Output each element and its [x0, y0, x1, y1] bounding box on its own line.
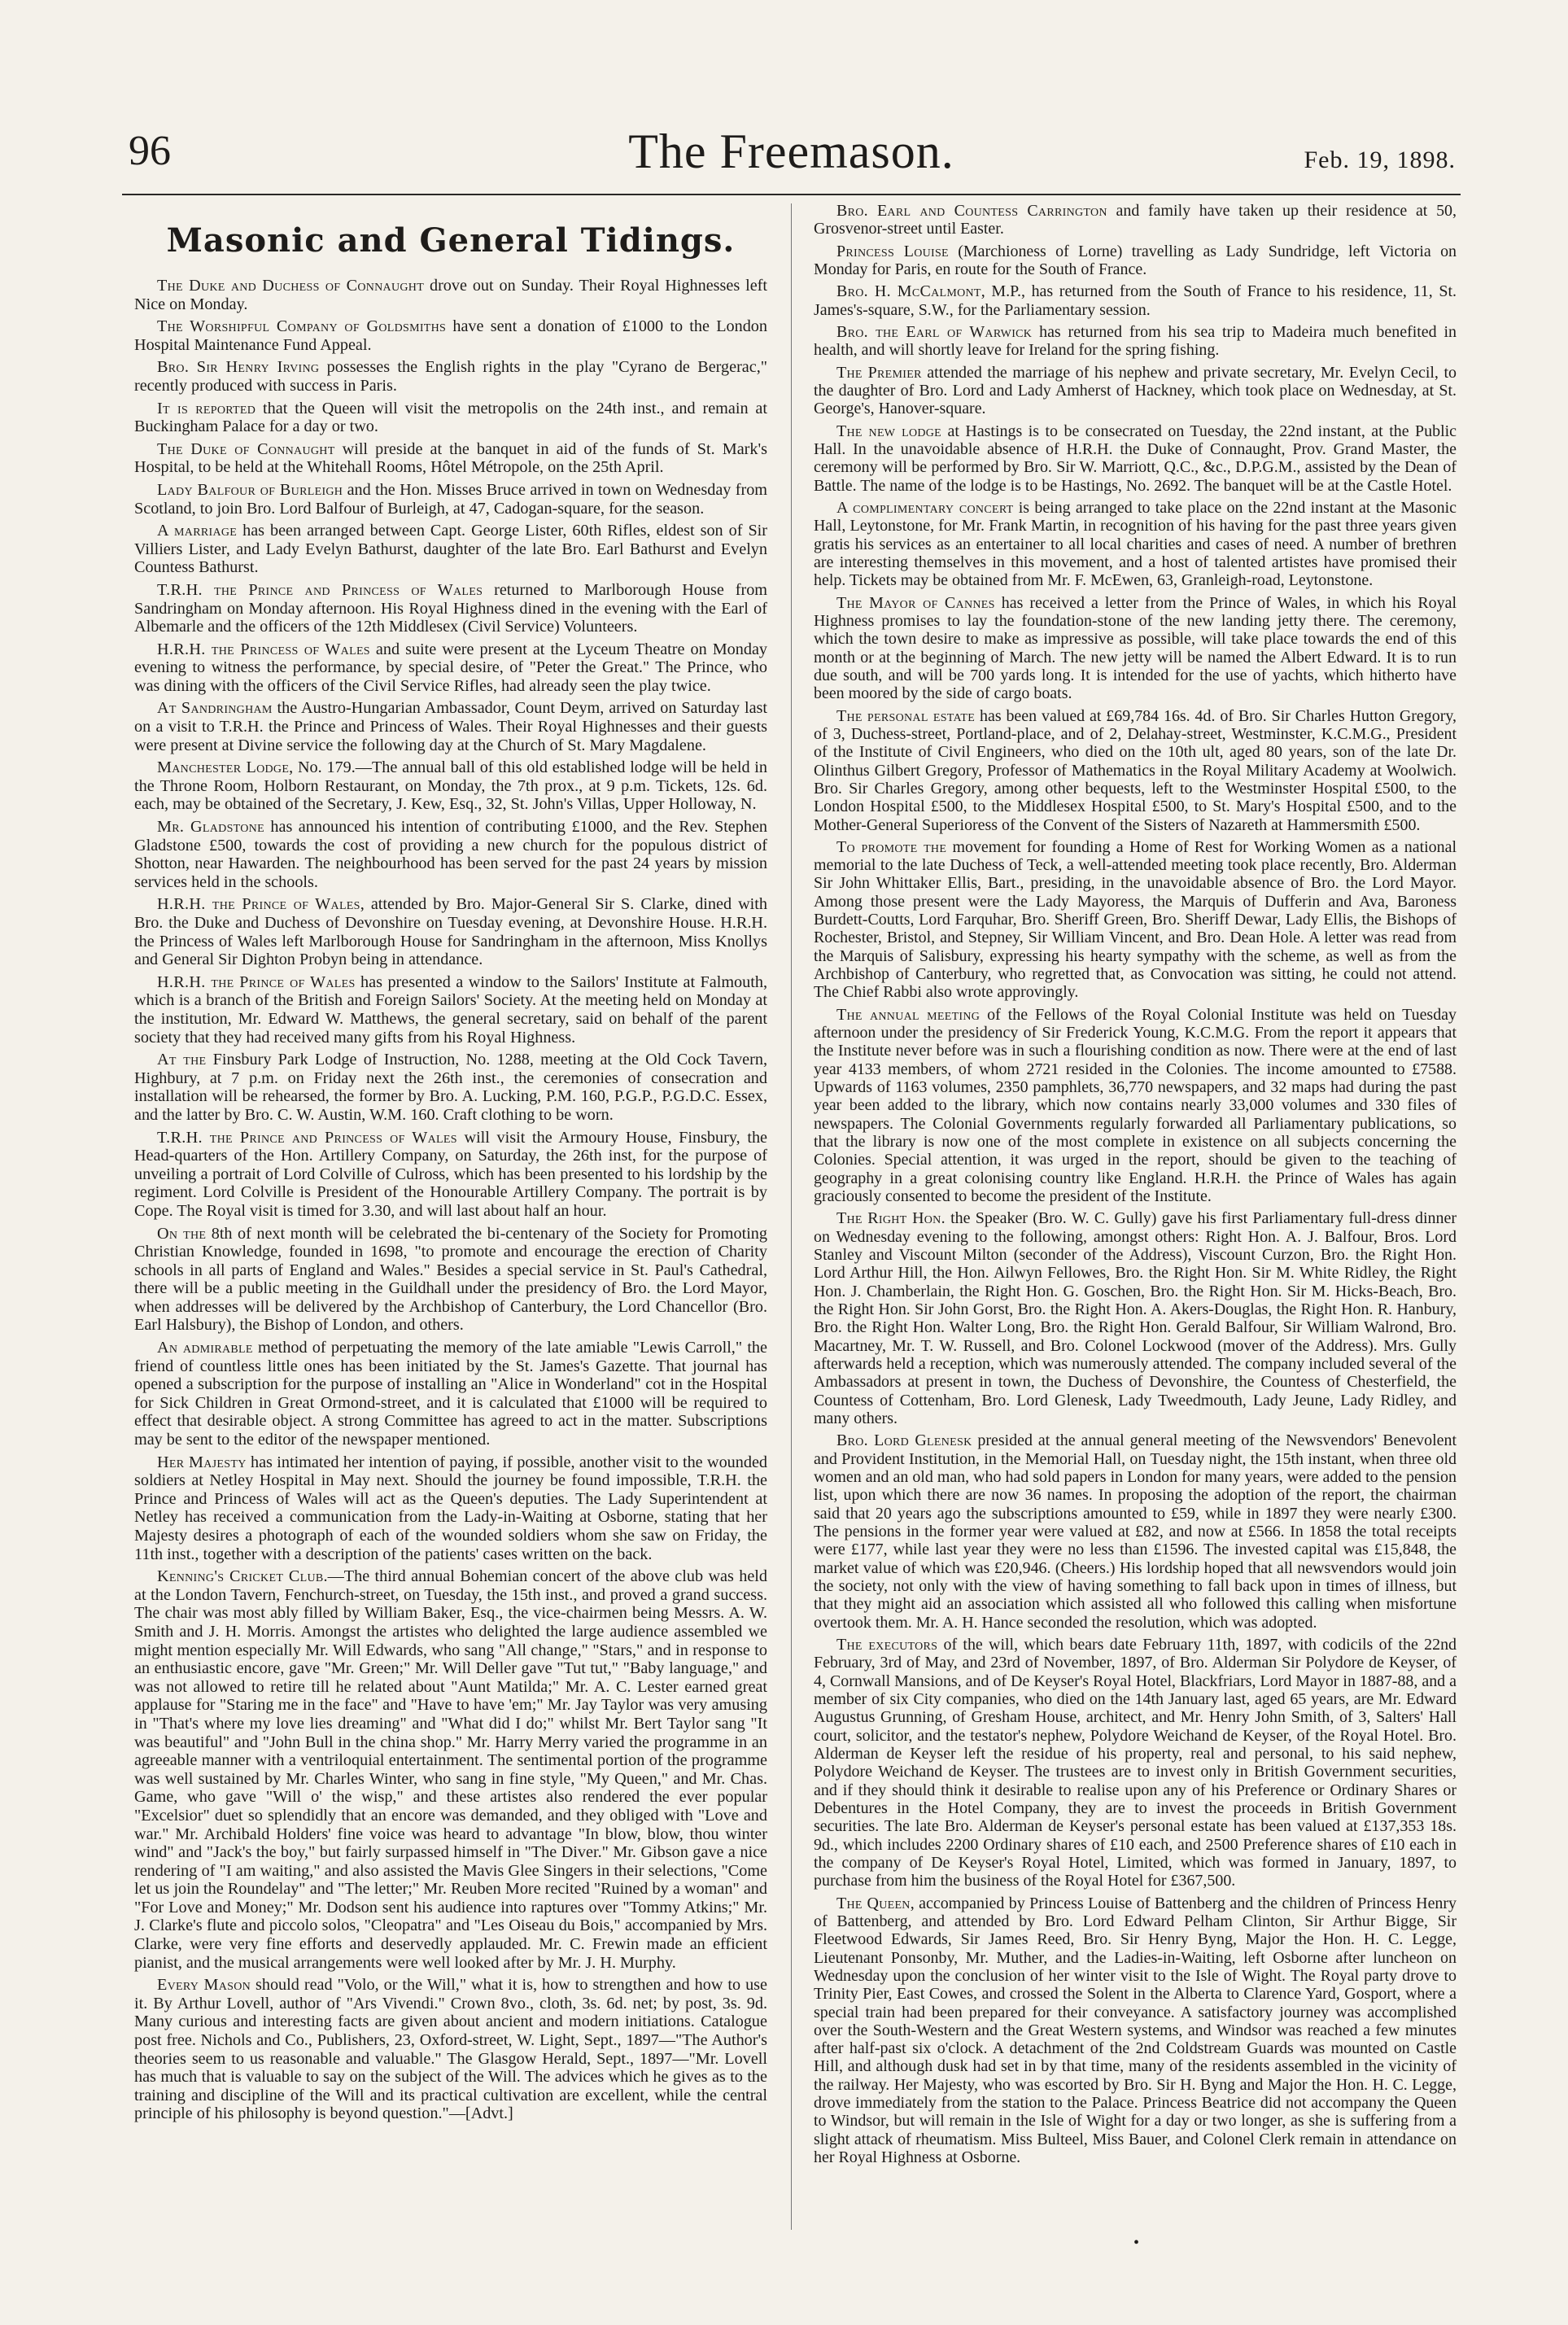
news-paragraph	[134, 277, 767, 313]
left-paragraphs	[134, 277, 767, 2123]
paragraph-lead: The Right Hon.	[836, 1209, 946, 1228]
paragraph-lead: T.R.H. the Prince and Princess of Wales	[157, 1128, 457, 1147]
paragraph-lead: The new lodge	[836, 422, 942, 440]
paragraph-lead: Manchester Lodge	[157, 758, 290, 777]
paragraph-lead: T.R.H. the Prince and Princess of Wales	[157, 580, 483, 599]
paragraph-text: movement for founding a Home of Rest for Working Women as a national memorial to the late Duchess of Teck, a well-attended meeting took place recently, Bro. Alderman Sir John Whittaker Ellis, Bart., presiding, in the unavoidable absence of Bro. the Lord Mayor. Among those present were the Lady Mayoress, the Marquis of Dufferin and Ava, Baroness Burdett-Coutts, Lord Farquhar, Bro. Sheriff Green, Bro. Sheriff Dewar, Lady Ellis, the Bishops of Rochester, Bristol, and Stepney, Sir William Vincent, and Bro. Dean Hole. A letter was read from the Marquis of Salisbury, expressing his hearty sympathy with the scheme, as well as from the Archbishop of Canterbury, who regretted that, as Convocation was sitting, he could not attend. The Chief Rabbi also wrote approvingly.	[814, 837, 1457, 1002]
paragraph-text: has returned from his sea trip to Madeira much benefited in health, and will shortly leave for Ireland for the spring fishing.	[814, 322, 1457, 360]
news-paragraph	[134, 1339, 767, 1449]
page-number: 96	[129, 128, 171, 174]
paragraph-text: the Speaker (Bro. W. C. Gully) gave his first Parliamentary full-dress dinner on Wednesday evening to the following, amongst others: Right Hon. A. J. Balfour, Bros. Lord Stanley and Viscount Milton (seconder of the Address), Viscount Curzon, Bro. the Right Hon. Lord Arthur Hill, the Hon. Ailwyn Fellowes, Bro. the Right Hon. Sir M. White Ridley, the Right Hon. J. Chamberlain, the Right Hon. G. Goschen, Bro. the Right Hon. Sir M. Hicks-Beach, Bro. the Right Hon. Sir John Gorst, Bro. the Right Hon. A. Akers-Douglas, the Right Hon. R. Hanbury, Bro. the Right Hon. Walter Long, Bro. the Right Hon. Gerald Balfour, Sir William Walrond, Bro. Macartney, Mr. T. W. Russell, and Bro. Colonel Lockwood (mover of the Address). Mrs. Gully afterwards held a reception, which was numerously attended. The company included several of the Ambassadors at present in town, the Duchess of Devonshire, the Countess of Chesterfield, the Countess of Cottenham, Bro. Lord Glenesk, Lady Tweedmouth, Lady Jeune, Lady Ridley, and many others.	[814, 1209, 1457, 1427]
news-paragraph	[814, 243, 1457, 279]
column-rule	[791, 203, 792, 2230]
paragraph-text: , accompanied by Princess Louise of Battenberg and the children of Princess Henry of Battenberg, and attended by Bro. Lord Edward Pelham Clinton, Sir Arthur Bigge, Sir Fleetwood Edwards, Sir James Reed, Bro. Sir Henry Byng, Major the Hon. H. C. Legge, Lieutenant Ponsonby, Mr. Muther, and the Ladies-in-Waiting, left Osborne after luncheon on Wednesday upon the conclusion of her winter visit to the Isle of Wight. The Royal party drove to Trinity Pier, East Cowes, and crossed the Solent in the Alberta to Clarence Yard, Gosport, where a special train had been prepared for their conveyance. A satisfactory journey was accomplished over the South-Western and the Great Western systems, and Windsor was reached a few minutes after half-past six o'clock. A detachment of the 2nd Coldstream Guards was mounted on Castle Hill, and although dusk had set in by that time, many of the residents assembled in the vicinity of the railway. Her Majesty, who was escorted by Bro. Sir H. Byng and Major the Hon. H. C. Legge, drove immediately from the station to the Palace. Princess Beatrice did not accompany the Queen to Windsor, but will remain in the Isle of Wight for a day or two longer, as she is suffering from a slight attack of rheumatism. Miss Bulteel, Miss Bauer, and Colonel Clerk remain in attendance on her Royal Highness at Osborne.	[814, 1894, 1457, 2167]
news-paragraph	[134, 358, 767, 395]
paragraph-lead: The Worshipful Company of Goldsmiths	[157, 317, 447, 336]
paragraph-lead: Princess Louise	[836, 242, 949, 260]
paragraph-text: of the Fellows of the Royal Colonial Institute was held on Tuesday afternoon under the presidency of Sir Frederick Young, K.C.M.G. From the report it appears that the Institute never before was in such a flourishing condition as now. There were at the end of last year 4133 members, of whom 2721 resided in the Colonies. The income amounted to £7588. Upwards of 1163 volumes, 2350 pamphlets, 36,770 newspapers, and 32 maps had during the past year been added to the library, which now contains nearly 33,000 volumes and 330 files of newspapers. The Colonial Governments regularly forwarded all Parliamentary publications, so that the library is now one of the most complete in existence on all subjects concerning the Colonies. Special attention, it was urged in the report, should be given to the teaching of geography in a great colonising country like England. H.R.H. the Prince of Wales has again graciously consented to become the president of the Institute.	[814, 1005, 1457, 1206]
paragraph-text: will visit the Armoury House, Finsbury, the Head-quarters of the Hon. Artillery Company, on Saturday, the 26th inst, for the purpose of unveiling a portrait of Lord Colville of Culross, which has been presented to his lordship by the regiment. Lord Colville is President of the Honourable Artillery Company. The portrait is by Cope. The Royal visit is timed for 3.30, and will last about half an hour.	[134, 1128, 767, 1220]
paragraph-text: possesses the English rights in the play "Cyrano de Bergerac," recently produced with success in Paris.	[134, 358, 767, 395]
page-end-mark: •	[1133, 2234, 1140, 2252]
news-paragraph	[134, 1129, 767, 1221]
section-title: Masonic and General Tidings.	[166, 221, 736, 260]
paragraph-lead: Bro. H. McCalmont	[836, 282, 981, 301]
paragraph-text: method of perpetuating the memory of the late amiable "Lewis Carroll," the friend of countless little ones has been initiated by the St. James's Gazette. That journal has opened a subscription for the purpose of installing an "Alice in Wonderland" cot in the Hospital for Sick Children in Great Ormond-street, and it is calculated that £1000 will be required to effect that desirable object. A strong Committee has agreed to act in the matter. Subscriptions may be sent to the editor of the newspaper mentioned.	[134, 1339, 767, 1449]
paragraph-text: is being arranged to take place on the 22nd instant at the Masonic Hall, Leytonstone, for Mr. Frank Martin, in recognition of his having for the past three years given gratis his services as an entertainer to all local charities and cases of need. A number of brethren are interesting themselves in this movement, and a host of talented artistes have promised their help. Tickets may be obtained from Mr. F. McEwen, 63, Granleigh-road, Leytonstone.	[814, 498, 1457, 590]
paragraph-text: , No. 179.—The annual ball of this old established lodge will be held in the Throne Room, Holborn Restaurant, on Monday, the 7th prox., at 9 p.m. Tickets, 12s. 6d. each, may be obtained of the Secretary, J. Kew, Esq., 32, St. John's Villas, Upper Holloway, N.	[134, 758, 767, 814]
paragraph-lead: Bro. Earl and Countess Carrington	[836, 202, 1107, 220]
news-paragraph	[134, 1051, 767, 1124]
news-paragraph	[134, 1225, 767, 1335]
paragraph-text: presided at the annual general meeting of the Newsvendors' Benevolent and Provident Institution, in the Memorial Hall, on Tuesday night, the 15th instant, when three old women and an old man, who had sold papers in London for many years, were added to the pension list, upon which there are now 36 names. In proposing the adoption of the report, the chairman said that 20 years ago the subscriptions amounted to £59, while in 1897 they were nearly £300. The pensions in the former year were valued at £82, and now at £566. In 1858 the total receipts were £177, while last year they were no less than £1596. The invested capital was £15,848, the market value of which was £20,946. (Cheers.) His lordship hoped that all newsvendors would join the society, not only with the view of having something to fall back upon in times of illness, but that they might aid an association which assisted all who followed this calling when misfortune overtook them. Mr. A. H. Hance seconded the resolution, which was adopted.	[814, 1431, 1457, 1632]
paragraph-lead: The executors	[836, 1635, 938, 1654]
news-paragraph	[814, 707, 1457, 834]
news-paragraph	[814, 594, 1457, 703]
paragraph-lead: The Premier	[836, 363, 922, 382]
paragraph-text: and family have taken up their residence at 50, Grosvenor-street until Easter.	[814, 202, 1457, 238]
news-paragraph	[134, 895, 767, 968]
paragraph-lead: The Duke of Connaught	[157, 439, 335, 458]
paragraph-lead: Bro. Sir Henry Irving	[157, 358, 320, 377]
paragraph-text: has been valued at £69,784 16s. 4d. of Bro. Sir Charles Hutton Gregory, of 3, Duchess-street, Portland-place, and of 2, Delahay-street, Westminster, K.C.M.G., President of the Institute of Civil Engineers, who died on the 10th ult, aged 80 years, son of the late Dr. Olinthus Gilbert Gregory, Professor of Mathematics in the Royal Military Academy at Woolwich. Bro. Sir Charles Gregory, among other bequests, left to the Westminster Hospital £500, to the London Hospital £500, to the Middlesex Hospital £500, to St. Mary's Hospital £500, and to the Mother-General Superioress of the Convent of the Sisters of Nazareth at Hammersmith £500.	[814, 706, 1457, 834]
news-paragraph	[134, 581, 767, 636]
news-paragraph	[134, 818, 767, 891]
paragraph-text: attended the marriage of his nephew and private secretary, Mr. Evelyn Cecil, to the daughter of Bro. Lord and Lady Amherst of Hackney, which took place on Wednesday, at St. George's, Hanover-square.	[814, 363, 1457, 418]
paragraph-text: drove out on Sunday. Their Royal Highnesses left Nice on Monday.	[134, 277, 767, 313]
paragraph-text: the Austro-Hungarian Ambassador, Count Deym, arrived on Saturday last on a visit to T.R.H. the Prince and Princess of Wales. Their Royal Highnesses and their guests were present at Divine service the following day at the Church of St. Mary Magdalene.	[134, 699, 767, 754]
news-paragraph	[134, 758, 767, 814]
news-paragraph	[134, 699, 767, 754]
paragraph-text: .—The third annual Bohemian concert of the above club was held at the London Tavern, Fenchurch-street, on Tuesday, the 15th inst., and proved a grand success. The chair was most ably filled by William Baker, Esq., the vice-chairmen being Messrs. A. W. Smith and J. H. Morris. Amongst the artistes who delighted the large audience assembled we might mention especially Mr. Will Edwards, who sang "All change," "Stars," and in response to an enthusiastic encore, gave "Mr. Green;" Mr. Will Deller gave "Tut tut," "Baby language," and was not allowed to retire till he related about "Aunt Matilda;" Mr. A. C. Lester earned great applause for "Staring me in the face" and "Have to have 'em;" Mr. Jay Taylor was very amusing in "That's where my love lies dreaming" and "What did I do;" whilst Mr. Bert Taylor sang "It was beautiful" and "John Bull in the china shop." Mr. Harry Merry varied the programme in an agreeable manner with a ventriloquial entertainment. The sentimental portion of the programme was well sustained by Mr. Charles Winter, who sang in fine style, "My Queen," and Mr. Chas. Game, who gave "Will o' the wisp," and these artistes also rendered the ever popular "Excelsior" duet so splendidly that an encore was demanded, and they obliged with "Love and war." Mr. Archibald Holders' fine voice was heard to advantage "In blow, blow, thou winter wind" and "Jack's the boy," but fairly surpassed himself in "The Diver." Mr. Gibson gave a nice rendering of "I am waiting," and also assisted the Mavis Glee Singers in their selections, "Come let us join the Roundelay" and "The letter;" Mr. Reuben More recited "Ruined by a woman" and "For Love and Money;" Mr. Dodson sent his audience into raptures over "Tommy Atkins;" Mr. J. Clarke's flute and piccolo solos, "Cleopatra" and "Les Oiseau du Bois," accompanied by Mrs. Clarke, were very fine efforts and deservedly applauded. Mr. C. Frewin made an efficient pianist, and the musical arrangements were well looked after by Mr. J. H. Murphy.	[134, 1567, 767, 1972]
paragraph-lead: Every Mason	[157, 1976, 251, 1995]
paragraph-lead: H.R.H. the Prince of Wales	[157, 895, 360, 914]
news-paragraph	[814, 1636, 1457, 1890]
news-paragraph	[134, 640, 767, 696]
paragraph-lead: Mr. Gladstone	[157, 818, 264, 837]
paragraph-text: has received a letter from the Prince of Wales, in which his Royal Highness promises to lay the foundation-stone of the new landing jetty there. The ceremony, which the town desire to make as impressive as possible, will take place towards the end of this month or at the beginning of March. The new jetty will be named the Albert Edward. It is to run due south, and will be 700 yards long. It is intended for the use of yachts, which hitherto have been moored by the side of cargo boats.	[814, 593, 1457, 703]
news-paragraph	[814, 422, 1457, 495]
paragraph-text: Finsbury Park Lodge of Instruction, No. 1288, meeting at the Old Cock Tavern, Highbury, at 7 p.m. on Friday next the 26th inst., the ceremonies of consecration and installation will be rehearsed, the former by Bro. A. Lucking, P.M. 160, P.G.P., P.G.D.C. Essex, and the latter by Bro. C. W. Austin, W.M. 160. Craft clothing to be worn.	[134, 1051, 767, 1124]
paragraph-lead: Bro. the Earl of Warwick	[836, 322, 1033, 341]
paragraph-text: has announced his intention of contributing £1000, and the Rev. Stephen Gladstone £500, towards the cost of providing a new church for the populous district of Shotton, near Hawarden. The neighbourhood has been served for the past 24 years by mission services held in the schools.	[134, 818, 768, 891]
news-paragraph	[134, 1567, 767, 1972]
paragraph-lead: A complimentary concert	[836, 498, 1014, 517]
paragraph-text: and suite were present at the Lyceum Theatre on Monday evening to witness the performance, by special desire, of "Peter the Great." The Prince, who was dining with the officers of the Civil Service Rifles, had already seen the play twice.	[134, 640, 767, 695]
paragraph-text: has intimated her intention of paying, if possible, another visit to the wounded soldiers at Netley Hospital in May next. Should the journey be found impossible, T.R.H. the Prince and Princess of Wales will act as the Queen's deputies. The Lady Superintendent at Netley has received a communication from the Lady-in-Waiting at Osborne, stating that her Majesty desires a photograph of each of the wounded soldiers whom she saw on Friday, the 11th inst., together with a description of the patients' cases written on the back.	[134, 1453, 767, 1563]
paragraph-lead: The Duke and Duchess of Connaught	[157, 277, 425, 295]
paragraph-text: will preside at the banquet in aid of the funds of St. Mark's Hospital, to be held at the Whitehall Rooms, Hôtel Métropole, on the 25th April.	[134, 439, 767, 477]
paragraph-lead: It is reported	[157, 399, 256, 417]
paragraph-lead: To promote the	[836, 837, 947, 856]
news-paragraph	[814, 282, 1457, 319]
paragraph-lead: A marriage	[157, 522, 238, 540]
paragraph-text: , M.P., has returned from the South of France to his residence, 11, St. James's-square, S.W., for the Parliamentary session.	[814, 282, 1457, 319]
paragraph-lead: At Sandringham	[157, 699, 273, 718]
paragraph-lead: The personal estate	[836, 706, 976, 725]
news-paragraph	[134, 440, 767, 477]
news-paragraph	[134, 1976, 767, 2123]
news-paragraph	[814, 838, 1457, 1002]
masthead-title: The Freemason.	[628, 125, 954, 178]
news-paragraph	[814, 1895, 1457, 2167]
news-paragraph	[814, 202, 1457, 238]
paragraph-lead: The Mayor of Cannes	[836, 593, 995, 612]
paragraph-lead: An admirable	[157, 1339, 253, 1357]
paragraph-text: , attended by Bro. Major-General Sir S. Clarke, dined with Bro. the Duke and Duchess of Devonshire on Tuesday evening, at Devonshire House. H.R.H. the Princess of Wales left Marlborough House for Sandringham in the afternoon, Miss Knollys and General Sir Dighton Probyn being in attendance.	[134, 895, 767, 969]
paragraph-text: (Marchioness of Lorne) travelling as Lady Sundridge, left Victoria on Monday for Paris, en route for the South of France.	[814, 242, 1457, 278]
paragraph-lead: The annual meeting	[836, 1005, 981, 1024]
paragraph-lead: Bro. Lord Glenesk	[836, 1431, 972, 1450]
paragraph-lead: H.R.H. the Prince of Wales	[157, 972, 356, 991]
paragraph-text: returned to Marlborough House from Sandringham on Monday afternoon. His Royal Highness dined in the evening with the Earl of Albemarle and the officers of the 12th Middlesex (Civil Service) Volunteers.	[134, 580, 768, 636]
paragraph-text: has been arranged between Capt. George Lister, 60th Rifles, eldest son of Sir Villiers Lister, and Lady Evelyn Bathurst, daughter of the late Bro. Earl Bathurst and Evelyn Countess Bathurst.	[134, 522, 767, 577]
news-paragraph	[134, 481, 767, 518]
news-paragraph	[814, 499, 1457, 590]
news-paragraph	[814, 364, 1457, 418]
right-paragraphs	[814, 202, 1457, 2166]
news-paragraph	[814, 323, 1457, 360]
issue-date: Feb. 19, 1898.	[1304, 146, 1456, 173]
paragraph-lead: On the	[157, 1224, 207, 1243]
paragraph-text: have sent a donation of £1000 to the London Hospital Maintenance Fund Appeal.	[134, 317, 767, 354]
paragraph-lead: The Queen	[836, 1894, 911, 1912]
news-paragraph	[134, 317, 767, 354]
paragraph-lead: At the	[157, 1051, 207, 1069]
news-paragraph	[814, 1006, 1457, 1206]
news-paragraph	[134, 400, 767, 436]
page-header	[122, 124, 1461, 195]
paragraph-lead: Kenning's Cricket Club	[157, 1567, 324, 1586]
paragraph-lead: H.R.H. the Princess of Wales	[157, 640, 370, 658]
paragraph-lead: Lady Balfour of Burleigh	[157, 480, 343, 499]
paragraph-text: that the Queen will visit the metropolis on the 24th inst., and remain at Buckingham Palace for a day or two.	[134, 399, 767, 436]
news-paragraph	[814, 1209, 1457, 1427]
news-paragraph	[134, 1453, 767, 1564]
paragraph-text: 8th of next month will be celebrated the bi-centenary of the Society for Promoting Christian Knowledge, founded in 1698, "to promote and encourage the erection of Charity schools in all parts of England and Wales." Besides a special service in St. Paul's Cathedral, there will be a public meeting in the Guildhall under the presidency of Bro. the Lord Mayor, when addresses will be delivered by the Archbishop of Canterbury, the Lord Chancellor (Bro. Earl Halsbury), the Bishop of London, and others.	[134, 1224, 767, 1335]
news-paragraph	[134, 973, 767, 1047]
left-column	[134, 203, 767, 2127]
paragraph-text: of the will, which bears date February 11th, 1897, with codicils of the 22nd February, 3rd of May, and 23rd of November, 1897, of Bro. Alderman Sir Polydore de Keyser, of 4, Cornwall Mansions, and of De Keyser's Royal Hotel, Blackfriars, Lord Mayor in 1887-88, and a member of six City companies, who died on the 14th January last, aged 65 years, are Mr. Edward Augustus Grunning, of Gresham House, architect, and Mr. Henry John Smith, of 3, Salters' Hall court, solicitor, and the testator's nephew, Polydore Weichand de Keyser, of the Royal Hotel. Bro. Alderman de Keyser left the residue of his property, real and personal, to his said nephew, Polydore Weichand de Keyser. The trustees are to invest only in British Government securities, and if they should think it desirable to realise upon any of his Preference or Ordinary Shares or Debentures in the Hotel Company, they are to invest the proceeds in British Government securities. The late Bro. Alderman de Keyser's personal estate has been valued at £137,353 18s. 9d., which includes 2200 Ordinary shares of £10 each, and 2500 Preference shares of £10 each in the company of De Keyser's Royal Hotel, Limited, which was formed in January, 1897, to purchase from him the business of the Royal Hotel for £367,500.	[814, 1635, 1457, 1890]
right-column	[814, 202, 1457, 2170]
news-paragraph	[134, 522, 767, 577]
paragraph-lead: Her Majesty	[157, 1453, 247, 1471]
paragraph-text: and the Hon. Misses Bruce arrived in town on Wednesday from Scotland, to join Bro. Lord Balfour of Burleigh, at 47, Cadogan-square, for the season.	[134, 480, 768, 518]
paragraph-text: has presented a window to the Sailors' Institute at Falmouth, which is a branch of the British and Foreign Sailors' Society. At the meeting held on Monday at the institution, Mr. Edward W. Matthews, the general secretary, said on behalf of the parent society that they had received many gifts from his Royal Highness.	[134, 972, 767, 1047]
paragraph-text: at Hastings is to be consecrated on Tuesday, the 22nd instant, at the Public Hall. In the unavoidable absence of H.R.H. the Duke of Connaught, Prov. Grand Master, the ceremony will be performed by Bro. Sir W. Marriott, Q.C., &c., D.P.G.M., assisted by the Dean of Battle. The name of the lodge is to be Hastings, No. 2692. The banquet will be at the Castle Hotel.	[814, 422, 1457, 495]
news-paragraph	[814, 1431, 1457, 1632]
paragraph-text: should read "Volo, or the Will," what it is, how to strengthen and how to use it. By Arthur Lovell, author of "Ars Vivendi." Crown 8vo., cloth, 3s. 6d. net; by post, 3s. 9d. Many curious and interesting facts are given about ancient and modern initiations. Catalogue post free. Nichols and Co., Publishers, 23, Oxford-street, W. Light, Sept., 1897—"The Author's theories seem to us reasonable and valuable." The Glasgow Herald, Sept., 1897—"Mr. Lovell has much that is valuable to say on the subject of the Will. The advices which he gives as to the training and discipline of the Will and its practical cultivation are excellent, while the central principle of his philosophy is beyond question."—[Advt.]	[134, 1976, 767, 2123]
